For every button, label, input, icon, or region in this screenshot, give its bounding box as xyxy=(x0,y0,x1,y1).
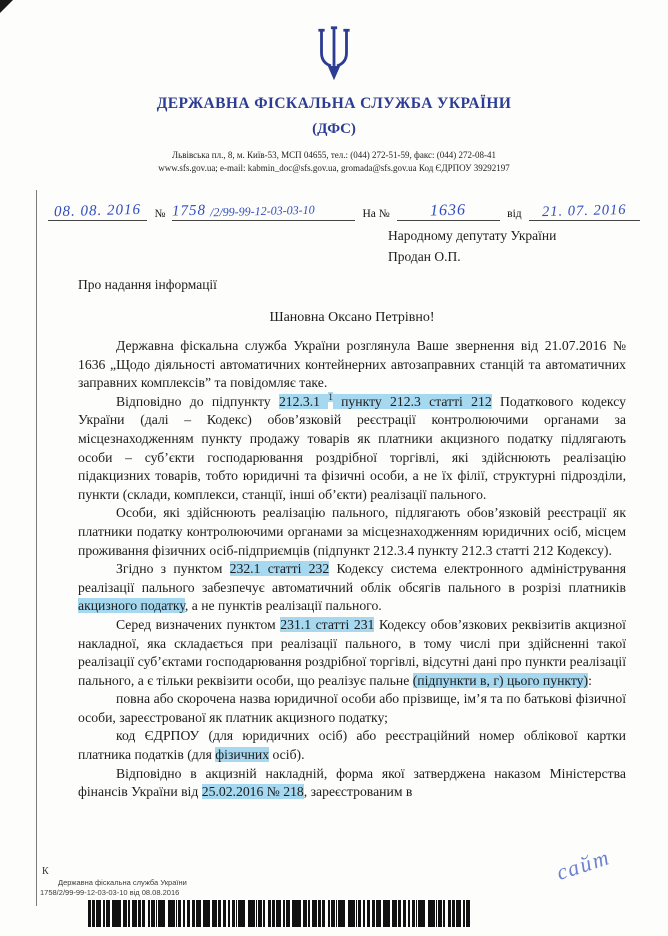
margin-letter: К xyxy=(42,866,49,877)
letter-body xyxy=(78,337,626,802)
subject-line: Про надання інформації xyxy=(78,277,217,292)
outgoing-number-blank xyxy=(172,202,355,221)
number-sign: № xyxy=(154,208,166,220)
org-abbreviation: (ДФС) xyxy=(312,121,356,137)
outgoing-number-handwritten: 1758 xyxy=(172,202,207,220)
org-address: Львівська пл., 8, м. Київ-53, МСП 04655, тел.: (044) 272-51-59, факс: (044) 272-08-41 xyxy=(172,150,496,160)
salutation: Шановна Оксано Петрівно! xyxy=(269,310,435,325)
barcode xyxy=(88,900,470,927)
org-contacts: www.sfs.gov.ua; e-mail: kabmin_doc@sfs.gov.ua, gromada@sfs.gov.ua Код ЄДРПОУ 39292197 xyxy=(158,163,510,173)
reply-date-label: від xyxy=(507,208,522,220)
stamp-org-name: Державна фіскальна служба України xyxy=(58,878,187,887)
org-name: ДЕРЖАВНА ФІСКАЛЬНА СЛУЖБА УКРАЇНИ xyxy=(156,95,512,112)
incoming-date-blank xyxy=(529,202,640,221)
handwritten-note: сайт xyxy=(553,844,614,885)
recipient-line-2: Продан О.П. xyxy=(388,248,461,264)
incoming-number-handwritten: 1636 xyxy=(430,201,467,220)
recipient-line-1: Народному депутату України xyxy=(388,228,557,243)
reference-row xyxy=(48,191,640,221)
body-paragraph: Відповідно до підпункту 212.3.1 $^1$ пункту 212.3 статті 212 Податкового кодексу України (далі – Кодекс) обов’язковій реєстрації контролюючими органами за місцезнаходженням пункту продажу товарів як платники акцизного податку підлягають особи – суб’єкти господарювання роздрібної торгівлі, які здійснюють реалізацію підакцизних товарів, тобто юридичні та фізичні особи, а не їх філії, структурні підрозділи, пункти (склади, комплекси, станції, інші об’єкти) реалізації пального. xyxy=(78,392,626,502)
stamp-reference: 1758/2/99-99-12-03-03-10 від 08.08.2016 xyxy=(40,888,180,897)
body-paragraph: Державна фіскальна служба України розглянула Ваше звернення від 21.07.2016 № 1636 „Щодо діяльності автоматичних контейнерних автозаправних станцій та автоматичних заправних комплексів” та повідомляє таке. xyxy=(78,338,626,391)
ukraine-trident-emblem xyxy=(0,24,668,89)
scan-corner-artifact xyxy=(0,0,13,13)
registration-stamp xyxy=(40,878,480,927)
body-paragraph: код ЄДРПОУ (для юридичних осіб) або реєстраційний номер облікової картки платника податків (для фізичних осіб). xyxy=(78,728,626,763)
outgoing-date-blank xyxy=(48,202,147,221)
scan-edge-line xyxy=(36,190,37,906)
body-paragraph: повна або скорочена назва юридичної особи або прізвище, ім’я та по батькові фізичної особи, зареєстрованої як платник акцизного податку; xyxy=(78,691,626,725)
reply-number-label: На № xyxy=(362,208,390,220)
incoming-date-handwritten: 21. 07. 2016 xyxy=(541,201,627,221)
body-paragraph: Особи, які здійснюють реалізацію пального, підлягають обов’язковій реєстрації як платники податку контролюючими органами за місцезнаходженням юридичних осіб, місцем проживання фізичних осіб-підприємців (підпункт 212.3.4 пункту 212.3 статті 212 Кодексу). xyxy=(78,505,626,558)
body-paragraph: Відповідно в акцизній накладній, форма якої затверджена наказом Міністерства фінансів України від 25.02.2016 № 218, зареєстрованим в xyxy=(78,765,626,800)
body-paragraph: Серед визначених пунктом 231.1 статті 231 Кодексу обов’язкових реквізитів акцизної накладної, яка складається при реалізації пального, в тому числі при здійсненні такої реалізації суб’єктами господарювання роздрібної торгівлі, відсутні дані про пункти реалізації пального, а є тільки реквізити особи, що реалізує пальне (підпункти в, г) цього пункту): xyxy=(78,616,626,688)
outgoing-date-handwritten: 08. 08. 2016 xyxy=(54,201,142,221)
outgoing-index-handwritten: /2/99-99-12-03-03-10 xyxy=(210,202,316,220)
incoming-number-blank xyxy=(397,202,500,221)
body-paragraph: Згідно з пунктом 232.1 статті 232 Кодексу система електронного адміністрування реалізації пального забезпечує автоматичний облік обсягів пального в розрізі платників акцизного податку, а не пунктів реалізації пального. xyxy=(78,561,626,614)
recipient-block xyxy=(388,226,556,268)
